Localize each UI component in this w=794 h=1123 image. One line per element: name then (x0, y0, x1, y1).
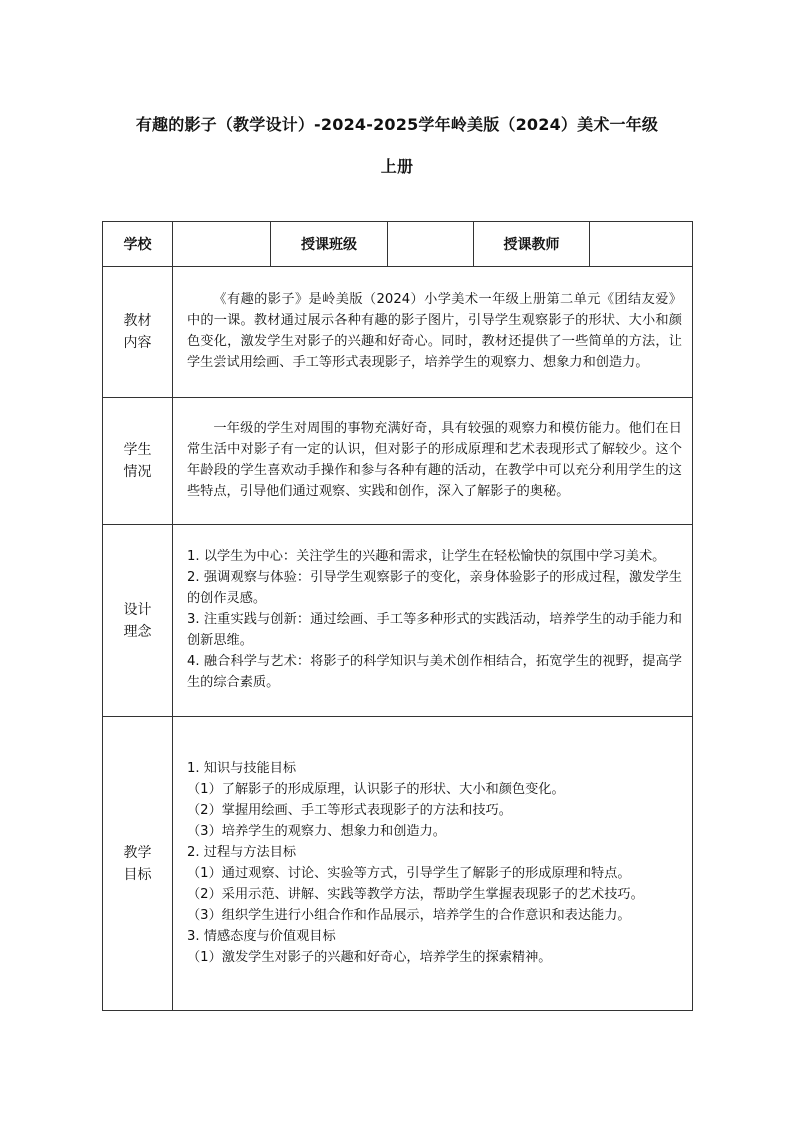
title-line-1: 有趣的影子（教学设计）-2024-2025学年岭美版（2024）美术一年级 (135, 115, 659, 134)
lesson-plan-table (102, 221, 693, 1011)
students-content (173, 398, 693, 525)
goal-item: （1）激发学生对影子的兴趣和好奇心，培养学生的探索精神。 (187, 949, 552, 965)
design-content (173, 525, 693, 717)
students-label: 学生情况 (123, 442, 152, 480)
row-textbook (103, 267, 693, 398)
design-label: 设计理念 (123, 601, 152, 640)
header-row (103, 222, 693, 267)
goal-item: （1）了解影子的形成原理，认识影子的形状、大小和颜色变化。 (187, 781, 565, 797)
textbook-text: 《有趣的影子》是岭美版（2024）小学美术一年级上册第二单元《团结友爱》中的一课。教材通过展示各种有趣的影子图片，引导学生观察影子的形状、大小和颜色变化，激发学生对影子的兴趣和好奇心。同时，教材还提供了一些简单的方法，让学生尝试用绘画、手工等形式表现影子，培养学生的观察力、想象力和创造力。 (187, 292, 682, 370)
design-label-cell (103, 525, 173, 717)
goals-label: 教学目标 (123, 844, 152, 883)
goal-item: （1）通过观察、讨论、实验等方式，引导学生了解影子的形成原理和特点。 (187, 865, 631, 881)
design-item: 3. 注重实践与创新：通过绘画、手工等多种形式的实践活动，培养学生的动手能力和创新思维。 (187, 612, 682, 648)
goal-item: 3. 情感态度与价值观目标 (187, 928, 336, 944)
design-item: 2. 强调观察与体验：引导学生观察影子的变化，亲身体验影子的形成过程，激发学生的创作灵感。 (187, 570, 682, 606)
class-value (388, 222, 474, 267)
teacher-label: 授课教师 (474, 222, 590, 267)
textbook-label: 教材内容 (123, 313, 152, 351)
title-line-2: 上册 (380, 157, 414, 176)
goals-content (173, 717, 693, 1011)
document-title (80, 104, 714, 188)
students-label-cell (103, 398, 173, 525)
goal-item: 1. 知识与技能目标 (187, 760, 297, 776)
goals-label-cell (103, 717, 173, 1011)
goal-item: （2）采用示范、讲解、实践等教学方法，帮助学生掌握表现影子的艺术技巧。 (187, 886, 644, 902)
row-goals (103, 717, 693, 1011)
goal-item: （2）掌握用绘画、手工等形式表现影子的方法和技巧。 (187, 802, 512, 818)
textbook-content (173, 267, 693, 398)
school-label: 学校 (103, 222, 173, 267)
teacher-value (590, 222, 693, 267)
row-students (103, 398, 693, 525)
goal-item: （3）培养学生的观察力、想象力和创造力。 (187, 823, 446, 839)
class-label: 授课班级 (271, 222, 388, 267)
goal-item: 2. 过程与方法目标 (187, 844, 297, 860)
students-text: 一年级的学生对周围的事物充满好奇，具有较强的观察力和模仿能力。他们在日常生活中对影子有一定的认识，但对影子的形成原理和艺术表现形式了解较少。这个年龄段的学生喜欢动手操作和参与各种有趣的活动，在教学中可以充分利用学生的这些特点，引导他们通过观察、实践和创作，深入了解影子的奥秘。 (187, 421, 682, 499)
textbook-label-cell (103, 267, 173, 398)
row-design (103, 525, 693, 717)
school-value (173, 222, 271, 267)
design-item: 4. 融合科学与艺术：将影子的科学知识与美术创作相结合，拓宽学生的视野，提高学生的综合素质。 (187, 654, 682, 690)
design-item: 1. 以学生为中心：关注学生的兴趣和需求，让学生在轻松愉快的氛围中学习美术。 (187, 549, 666, 564)
goal-item: （3）组织学生进行小组合作和作品展示，培养学生的合作意识和表达能力。 (187, 907, 631, 923)
